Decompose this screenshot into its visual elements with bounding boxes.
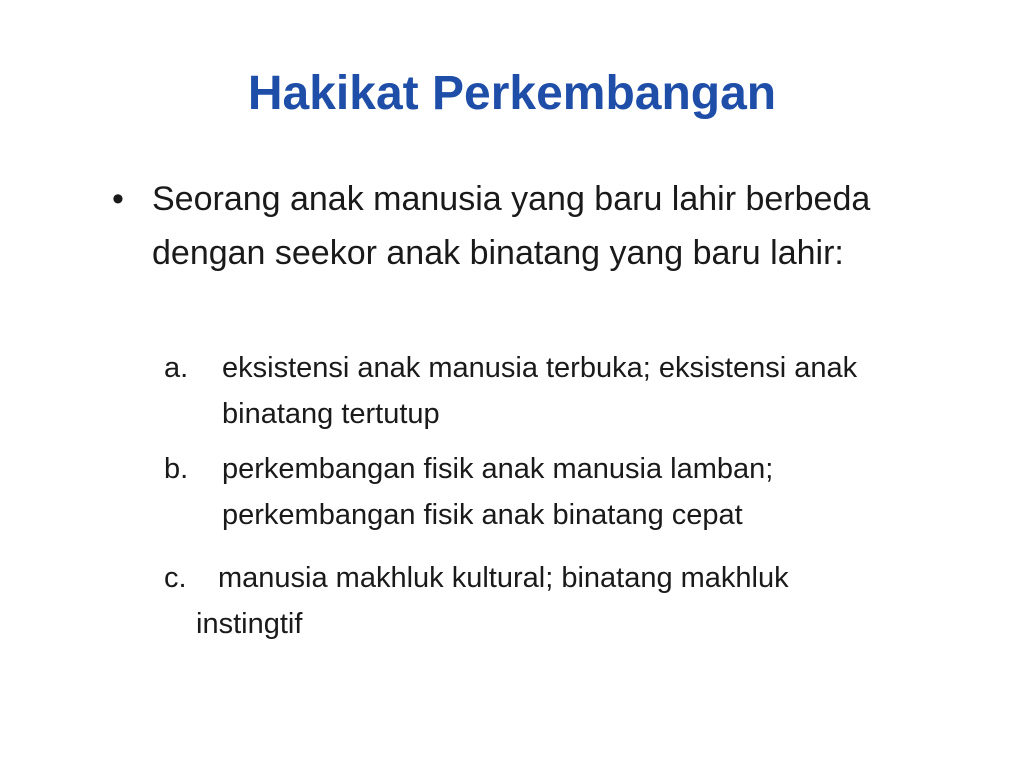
list-item-c	[164, 555, 954, 647]
list-item-text: eksistensi anak manusia terbuka; eksistensi anak binatang tertutup	[222, 352, 858, 430]
bullet-text: Seorang anak manusia yang baru lahir berbeda dengan seekor anak binatang yang baru lahir:	[152, 180, 871, 272]
list-marker: b.	[164, 453, 189, 485]
list-item-a	[164, 345, 964, 437]
slide-title: Hakikat Perkembangan	[247, 67, 777, 120]
list-marker: a.	[164, 352, 189, 384]
list-item-c-line1	[164, 555, 954, 601]
main-bullet	[112, 172, 972, 280]
list-item-text: perkembangan fisik anak manusia lamban; perkembangan fisik anak binatang cepat	[222, 453, 774, 531]
list-item-text: manusia makhluk kultural; binatang makhluk	[218, 562, 789, 594]
list-marker: c.	[164, 562, 187, 594]
list-item-b	[164, 446, 964, 538]
bullet-dot-icon: •	[112, 180, 124, 218]
sub-list	[164, 345, 964, 547]
list-item-c-line2: instingtif	[196, 608, 303, 640]
bullet-row	[112, 172, 972, 280]
